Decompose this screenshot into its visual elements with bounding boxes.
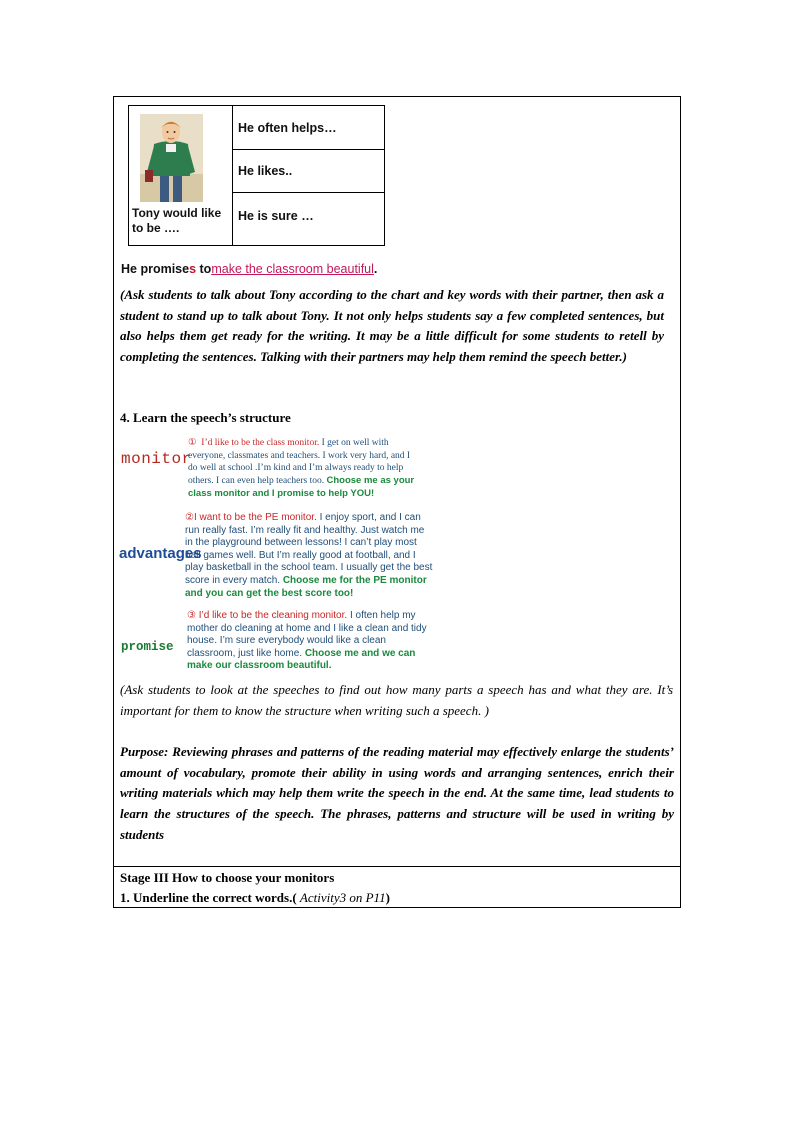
tony-boy-illustration [140, 114, 203, 202]
item1-suffix: ) [385, 890, 390, 905]
label-promise: promise [121, 640, 174, 654]
speech3-promise: Choose me and we can make our classroom beautiful. [187, 647, 416, 672]
tony-chart [128, 105, 385, 246]
promise-sentence [121, 262, 377, 276]
purpose-paragraph: Purpose: Reviewing phrases and patterns of the reading material may effectively enlarge the students’ amount of vocabulary, promote their ability in using words and arranging sentences, enrich their writing materials which may help them write the speech in the end. At the same time, lead students to learn the structures of the speech. The phrases, patterns and structure will be used in writing by students [120, 744, 674, 842]
promise-to: to [196, 262, 212, 276]
speech2-promise: Choose me for the PE monitor and you can get the best score too! [185, 574, 427, 599]
promise-end: . [373, 262, 378, 276]
speech-pe-monitor [185, 512, 433, 600]
speech3-advantages: . I often help my mother do cleaning at home and I like a clean and tidy house. I’m sure everybody would like a clean classroom, just like home. [187, 610, 427, 659]
speech2-number: ② [185, 512, 194, 523]
promise-underlined-phrase: make the classroom beautiful [211, 262, 374, 276]
speech-class-monitor [188, 437, 416, 501]
item1-reference: Activity3 on P11 [299, 890, 386, 905]
section-divider [113, 866, 681, 867]
label-advantages: advantages [119, 545, 202, 562]
tony-row-likes: He likes.. [233, 150, 385, 193]
label-monitor: monitor [121, 450, 192, 468]
speech3-opening: I’d like to be the cleaning monitor [198, 610, 345, 621]
tony-caption: Tony would like to be …. [132, 206, 222, 235]
speech1-number: ① [188, 438, 197, 448]
speech2-opening: I want to be the PE monitor [193, 512, 315, 523]
speech-analysis-instruction: (Ask students to look at the speeches to find out how many parts a speech has and what they are. It’s important for them to know the structure when writing such a speech. ) [120, 682, 673, 718]
tony-row-helps: He often helps… [233, 106, 385, 150]
speech2-advantages: . I enjoy sport, and I can run really fast. I’m really fit and healthy. Just watch me in the playground between lessons! I can’t play most ball games well. But I’m really good at football, and I play basketball in the school team. I usually get the best score in every match. [185, 512, 433, 586]
item1-prefix: 1. Underline the correct words.( [120, 890, 300, 905]
speech3-number: ③ [187, 610, 196, 621]
tony-row-sure: He is sure … [238, 209, 314, 223]
tony-portrait-cell [129, 106, 233, 245]
speech-structure-heading: 4. Learn the speech’s structure [120, 410, 291, 425]
speech1-promise: Choose me as your class monitor and I promise to help YOU! [188, 475, 415, 499]
speech-cleaning-monitor [187, 610, 427, 673]
tony-talk-instruction: (Ask students to talk about Tony according to the chart and key words with their partner, then ask a student to stand up to talk about Tony. It not only helps students say a few completed sentences, but also helps them get ready for the writing. It may be a little difficult for some students to retell by completing the sentences. Talking with their partners may help them remind the speech better.) [120, 287, 664, 365]
speech1-opening: I’d like to be the class monitor. [201, 438, 320, 448]
promise-s: s [189, 262, 197, 276]
stage-three-title: Stage III How to choose your monitors [120, 870, 335, 885]
promise-prefix: He promise [121, 262, 190, 276]
speech1-advantages: I get on well with everyone, classmates and teachers. I work very hard, and I do well at school .I’m kind and I’m always ready to help others. I can even help teachers too. [188, 438, 411, 487]
stage-three-item-1 [120, 890, 390, 906]
